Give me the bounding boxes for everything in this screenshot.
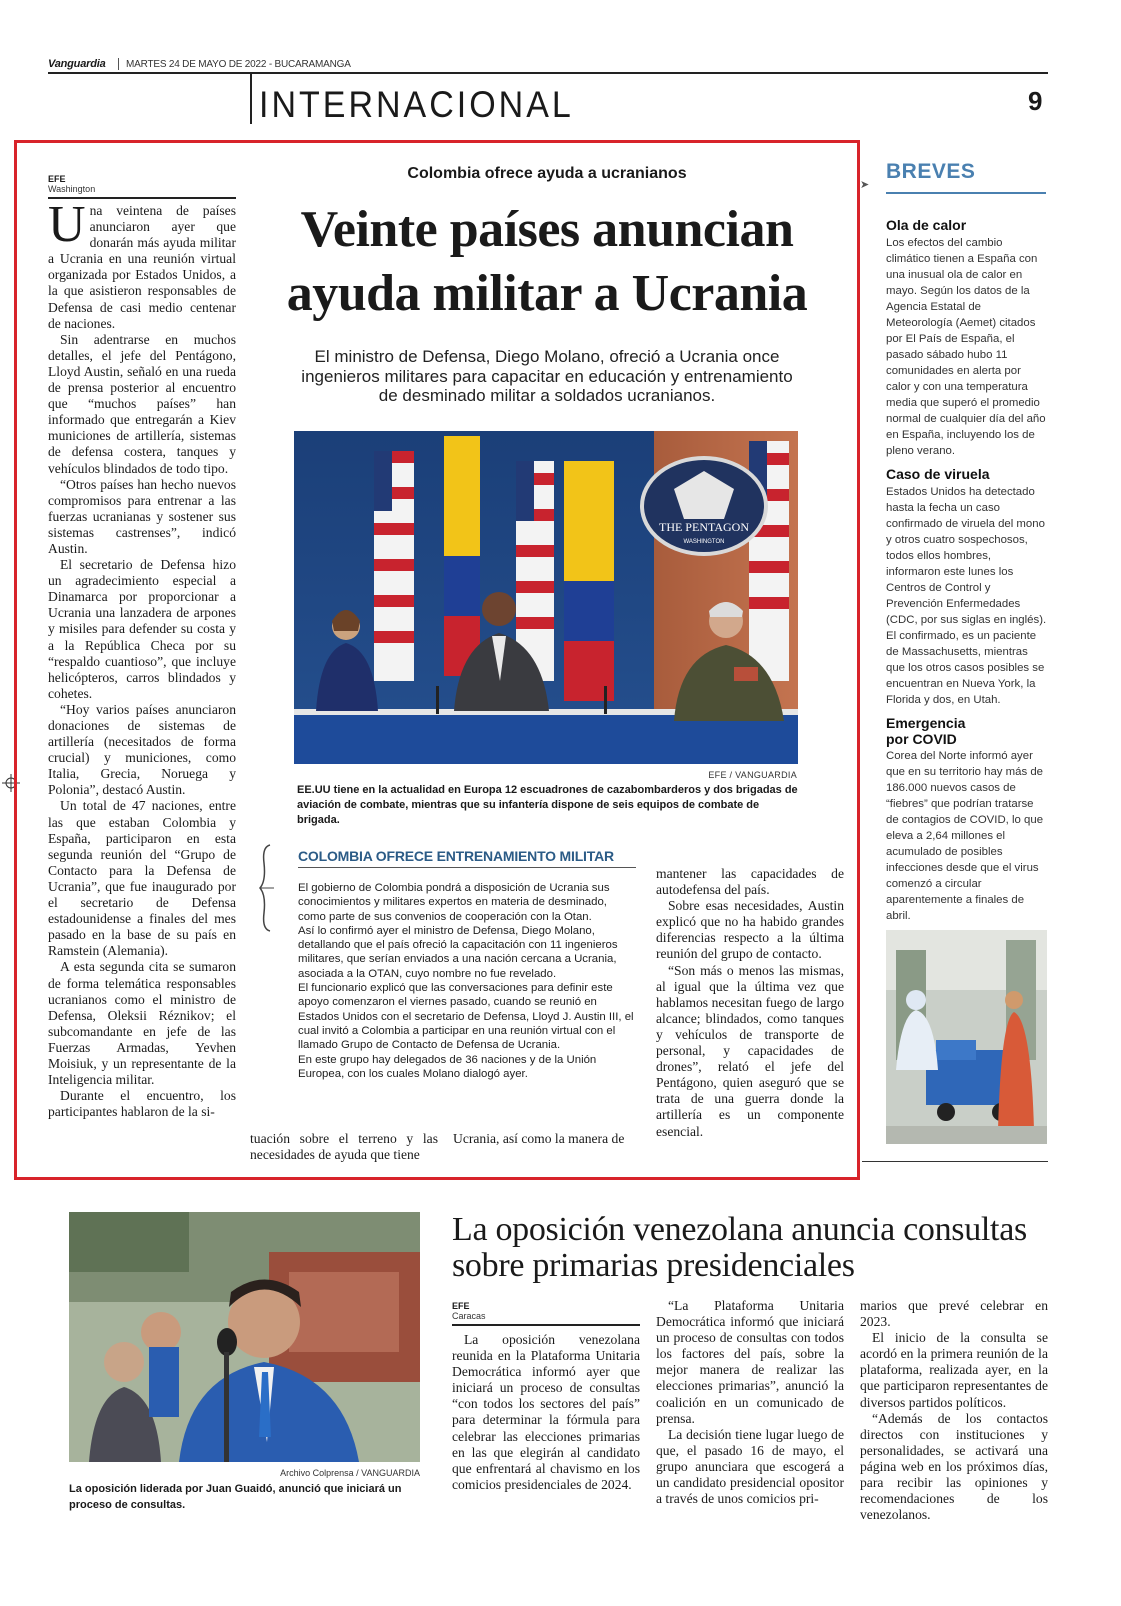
byline-city: Washington bbox=[48, 184, 96, 194]
article-paragraph: A esta segunda cita se sumaron de forma telemática responsables ucranianos como el ministro de Defensa, Oleksii Réznikov; el subcomandante en jefe de las Fuerzas Armadas, Yevhen Moisiuk, y un representante de la Inteligencia militar. bbox=[48, 959, 236, 1088]
main-article-column-1 bbox=[48, 196, 236, 1120]
article-kicker: Colombia ofrece ayuda a ucranianos bbox=[407, 165, 687, 182]
header-separator bbox=[118, 58, 119, 70]
sidebar-paragraph: El funcionario explicó que las conversaciones para definir este apoyo comenzaron el viernes pasado, cuando se reunió en Estados Unidos con el secretario de Defensa, Lloyd J. Austin III, el cual invitó a Colombia a participar en una reunión virtual con el llamado Grupo de Contacto de Defensa de Ucrania. bbox=[298, 982, 634, 1052]
section-divider bbox=[250, 74, 252, 124]
brief-item bbox=[886, 467, 1048, 708]
article-paragraph: “Hoy varios países anunciaron donaciones de sistemas de artillería (necesitados de forma crucial) y municiones, como Italia, Grecia, Noruega y Polonia”, destacó Austin. bbox=[48, 701, 236, 798]
second-article-column-2 bbox=[656, 1298, 844, 1507]
covid-street-photo bbox=[886, 930, 1047, 1144]
seal-subtext: WASHINGTON bbox=[683, 539, 725, 545]
article-paragraph: Durante el encuentro, los participantes hablaron de la si- bbox=[48, 1088, 236, 1120]
pentagon-press-photo bbox=[294, 431, 798, 764]
article-paragraph: La oposición venezolana reunida en la Plataforma Unitaria Democrática informó ayer que iniciará un proceso de consultas “con todos los sectores del país” para determinar la fórmula para celebrar las elecciones primarias en las que elegirán al candidato que enfrentará al chavismo en los comicios presidenciales de 2024. bbox=[452, 1332, 640, 1492]
second-article-column-3 bbox=[860, 1298, 1048, 1523]
article-paragraph: tuación sobre el terreno y las necesidades de ayuda que tiene bbox=[250, 1131, 438, 1163]
article-paragraph: “La Plataforma Unitaria Democrática informó que iniciará un proceso de consultas con todos los factores del país, sobre la mejor manera de realizar las elecciones primarias”, anunció la coalición en un comunicado de prensa. bbox=[656, 1298, 844, 1426]
breves-title: BREVES bbox=[886, 160, 976, 183]
byline-agency: EFE bbox=[452, 1301, 470, 1311]
drop-cap: U bbox=[48, 196, 86, 253]
curly-brace-icon bbox=[258, 843, 282, 933]
sidebar-rule bbox=[298, 867, 636, 868]
guaido-photo bbox=[69, 1212, 420, 1462]
article-paragraph: “Además de los contactos directos con instituciones y personalidades, se activará una página web en los próximos días, para recibir las opiniones y recomendaciones de los venezolanos. bbox=[860, 1410, 1048, 1523]
main-article-column-2 bbox=[250, 1131, 438, 1163]
article-paragraph: Sobre esas necesidades, Austin explicó que no ha habido grandes diferencias respecto a la última reunión del grupo de contacto. bbox=[656, 898, 844, 962]
article-paragraph: La decisión tiene lugar luego de que, el pasado 16 de mayo, el grupo anunciara que escogerá a un candidato presidencial opositor a través de unos comicios pri- bbox=[656, 1426, 844, 1507]
second-byline bbox=[452, 1301, 640, 1326]
photo-caption: EE.UU tiene en la actualidad en Europa 12 escuadrones de cazabombarderos y dos brigadas de aviación de combate, mientras que su infantería dispone de seis equipos de combate de brigada. bbox=[297, 784, 798, 826]
brief-body: Corea del Norte informó ayer que en su territorio hay más de 186.000 nuevos casos de “fiebres” que podrían tratarse de contagios de COVID, lo que eleva a 2,64 millones el acumulado de posibles infecciones desde que el virus comenzó a circular aparentemente a finales de abril. bbox=[886, 750, 1044, 922]
article-paragraph: “Otros países han hecho nuevos compromisos para entrenar a las fuerzas ucranianas y sostener sus sistemas castrenses”, indicó Austin. bbox=[48, 476, 236, 556]
article-paragraph: El secretario de Defensa hizo un agradecimiento especial a Dinamarca por proporcionar a Ucrania una lanzadera de arpones y misiles para defender su costa y a la República Checa por su “respaldo cuantioso”, que incluye helicópteros, carros blindados y cohetes. bbox=[48, 557, 236, 701]
brief-body: Los efectos del cambio climático tienen a España con una inusual ola de calor en mayo. Según los datos de la Agencia Estatal de Meteorología (Aemet) citados por El País de España, el pasado sábado hubo 11 comunidades en alerta por calor y con una temperatura media que superó el promedio normal de cualquier día del año en España, incluyendo los de pleno verano. bbox=[886, 236, 1046, 457]
byline-city: Caracas bbox=[452, 1311, 486, 1321]
photo-caption: La oposición liderada por Juan Guaidó, anunció que iniciará un proceso de consultas. bbox=[69, 1483, 402, 1511]
header-date: MARTES 24 DE MAYO DE 2022 - BUCARAMANGA bbox=[126, 59, 351, 70]
newspaper-logo: Vanguardia bbox=[48, 58, 106, 70]
article-headline: La oposición venezolana anuncia consultas sobre primarias presidenciales bbox=[452, 1211, 1027, 1284]
sidebar-body bbox=[298, 881, 636, 1081]
main-article-column-4 bbox=[656, 866, 844, 1140]
byline-agency: EFE bbox=[48, 174, 66, 184]
article-paragraph: Sin adentrarse en muchos detalles, el jefe del Pentágono, Lloyd Austin, señaló en una rueda de prensa posterior al encuentro que “muchos países” han informado que entregarán a Kiev municiones de artillería, sistemas de defensa costera, tanques y vehículos blindados de todo tipo. bbox=[48, 331, 236, 476]
brief-headline: Ola de calor bbox=[886, 217, 967, 233]
sidebar-paragraph: Así lo confirmó ayer el ministro de Defensa, Diego Molano, detallando que el país ofreció la capacitación con 11 ingenieros militares, que serían enviados a una nación cercana a Ucrania, asociada a la OTAN, cuyo nombre no fue revelado. bbox=[298, 924, 618, 980]
breves-rule bbox=[886, 192, 1046, 194]
brief-item bbox=[886, 218, 1048, 459]
page-number: 9 bbox=[1028, 86, 1043, 116]
brief-headline: Emergencia por COVID bbox=[886, 715, 966, 747]
article-paragraph: marios que prevé celebrar en 2023. bbox=[860, 1298, 1048, 1330]
breves-pointer-icon: ➤ bbox=[860, 178, 870, 191]
main-article-column-3 bbox=[453, 1131, 641, 1147]
brief-body: Estados Unidos ha detectado hasta la fecha un caso confirmado de viruela del mono y otros cuatro sospechosos, todos ellos hombres, informaron este lunes los Centros de Control y Prevención Enfermedades (CDC, por sus siglas en inglés). El confirmado, es un paciente de Massachusetts, mientras que los otros casos posibles se encuentran en Nueva York, la Florida y dos, en Utah. bbox=[886, 485, 1047, 706]
article-paragraph: mantener las capacidades de autodefensa del país. bbox=[656, 866, 844, 898]
article-paragraph: Ucrania, así como la manera de bbox=[453, 1131, 625, 1146]
sidebar-paragraph: El gobierno de Colombia pondrá a disposición de Ucrania sus conocimientos y militares expertos en materia de desminado, como parte de sus convenios de cooperación con la Otan. bbox=[298, 882, 610, 923]
article-deck: El ministro de Defensa, Diego Molano, ofreció a Ucrania once ingenieros militares para capacitar en educación y entrenamiento de desminado militar a soldados ucranianos. bbox=[301, 347, 793, 405]
section-title: INTERNACIONAL bbox=[259, 84, 574, 126]
second-article-column-1 bbox=[452, 1332, 640, 1493]
sidebar-paragraph: En este grupo hay delegados de 36 naciones y de la Unión Europea, con los cuales Molano dialogó ayer. bbox=[298, 1053, 597, 1080]
brief-item bbox=[886, 716, 1048, 924]
section-rule bbox=[862, 1161, 1048, 1162]
article-paragraph: El inicio de la consulta se acordó en la primera reunión de la plataforma, realizada ayer, en la que participaron representantes de diversos partidos políticos. bbox=[860, 1330, 1048, 1410]
article-paragraph: Un total de 47 naciones, entre las que estaban Colombia y España, participaron en esta segunda reunión del “Grupo de Contacto para la Defensa de Ucrania”, que fue inaugurado por el secretario de Defensa estadounidense a finales del mes pasado en la base de su país en Ramstein (Alemania). bbox=[48, 798, 236, 959]
article-headline: Veinte países anuncian ayuda militar a Ucrania bbox=[286, 201, 808, 322]
sidebar-title: COLOMBIA OFRECE ENTRENAMIENTO MILITAR bbox=[298, 848, 614, 864]
article-paragraph: “Son más o menos las mismas, al igual que la última vez que hablamos necesitan fuego de largo alcance; blindados, como tanques y vehículos de transporte de personal, y capacidades de drones”, relató el jefe del Pentágono, quien aseguró que se trata de una guerra donde la artillería es un componente esencial. bbox=[656, 962, 844, 1139]
article-paragraph: Una veintena de países anunciaron ayer que donarán más ayuda militar a Ucrania en una reunión virtual organizada por Estados Unidos, a la que asistieron responsables de Defensa de casi medio centenar de naciones. bbox=[48, 196, 236, 331]
seal-text: THE PENTAGON bbox=[658, 520, 750, 534]
masthead-rule bbox=[48, 72, 1048, 74]
photo-credit: Archivo Colprensa / VANGUARDIA bbox=[280, 1468, 420, 1478]
photo-credit: EFE / VANGUARDIA bbox=[708, 770, 797, 780]
brief-headline: Caso de viruela bbox=[886, 466, 990, 482]
